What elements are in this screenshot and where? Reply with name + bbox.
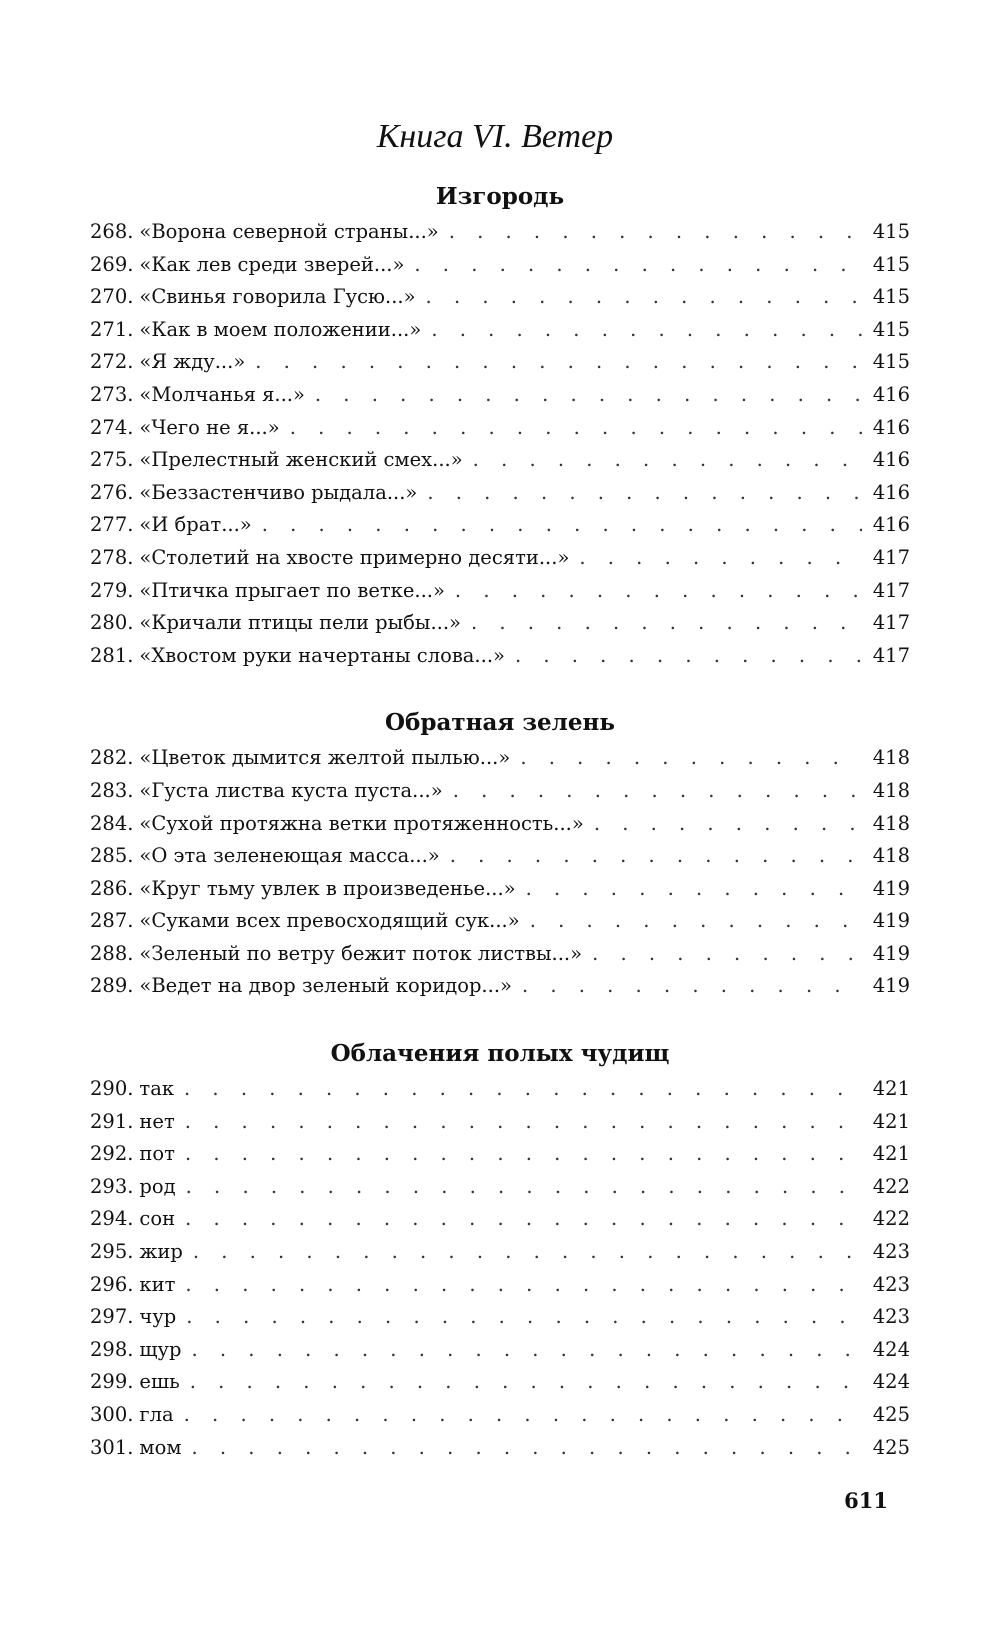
toc-entry[interactable] xyxy=(90,346,910,379)
entry-title: «Чего не я...» xyxy=(139,415,280,439)
entry-title: «Суками всех превосходящий сук...» xyxy=(139,909,520,933)
entry-page: 421 xyxy=(872,1109,910,1133)
entry-number: 278. xyxy=(90,545,134,569)
toc-entry[interactable] xyxy=(90,379,910,412)
entry-page: 416 xyxy=(872,513,910,537)
entry-number: 277. xyxy=(90,513,134,537)
toc-entry[interactable] xyxy=(90,477,910,510)
entry-title: чур xyxy=(139,1305,177,1329)
entry-page: 417 xyxy=(872,643,910,667)
entry-number: 293. xyxy=(90,1174,134,1198)
entry-number: 300. xyxy=(90,1403,134,1426)
entry-page: 424 xyxy=(872,1337,910,1361)
dot-leader xyxy=(471,607,862,640)
entry-title: «Густа листва куста пуста...» xyxy=(139,778,443,802)
entry-page: 418 xyxy=(872,778,910,802)
toc-entry[interactable] xyxy=(90,1334,910,1367)
entry-page: 422 xyxy=(872,1207,910,1231)
toc-entry[interactable] xyxy=(90,640,910,673)
toc-entry[interactable] xyxy=(90,1301,910,1334)
dot-leader xyxy=(592,938,862,971)
entry-number: 269. xyxy=(90,252,134,276)
entry-page: 421 xyxy=(872,1142,910,1166)
dot-leader xyxy=(190,1366,862,1399)
dot-leader xyxy=(515,640,862,673)
toc-entry[interactable] xyxy=(90,249,910,282)
dot-leader xyxy=(426,281,862,314)
dot-leader xyxy=(192,1334,862,1367)
entry-title: мом xyxy=(139,1435,182,1459)
entry-title: «Зеленый по ветру бежит поток листвы...» xyxy=(139,941,583,965)
entry-number: 299. xyxy=(90,1370,134,1394)
entry-title: «Ворона северной страны...» xyxy=(139,220,439,243)
entry-page: 421 xyxy=(872,1077,910,1101)
entry-number: 272. xyxy=(90,350,134,374)
entry-page: 418 xyxy=(872,811,910,835)
toc-entry[interactable] xyxy=(90,444,910,477)
entry-number: 276. xyxy=(90,480,134,504)
dot-leader xyxy=(184,1073,862,1106)
toc-entry[interactable] xyxy=(90,775,910,808)
entry-title: гла xyxy=(139,1403,174,1426)
entry-number: 279. xyxy=(90,578,134,602)
dot-leader xyxy=(530,905,862,938)
toc-entry[interactable] xyxy=(90,281,910,314)
dot-leader xyxy=(427,477,862,510)
toc-section xyxy=(90,1035,910,1464)
toc-entry[interactable] xyxy=(90,509,910,542)
entry-title: кит xyxy=(139,1272,176,1296)
entry-page: 415 xyxy=(872,317,910,341)
entry-page: 418 xyxy=(872,746,910,770)
dot-leader xyxy=(185,1269,862,1302)
entry-page: 419 xyxy=(872,941,910,965)
toc-entry[interactable] xyxy=(90,575,910,608)
entry-title: «Хвостом руки начертаны слова...» xyxy=(139,643,505,667)
toc-entry[interactable] xyxy=(90,1171,910,1204)
entry-title: род xyxy=(139,1174,176,1198)
section-title: Обратная зелень xyxy=(385,709,615,737)
entry-number: 286. xyxy=(90,876,134,900)
entry-title: «Молчанья я...» xyxy=(139,382,305,406)
toc-section xyxy=(90,178,910,672)
toc-entry[interactable] xyxy=(90,1366,910,1399)
toc-entry[interactable] xyxy=(90,1399,910,1432)
dot-leader xyxy=(315,379,862,412)
entry-number: 292. xyxy=(90,1142,134,1166)
entry-title: так xyxy=(139,1077,175,1101)
toc-entry[interactable] xyxy=(90,905,910,938)
entry-title: «Я жду...» xyxy=(139,350,246,374)
entry-number: 274. xyxy=(90,415,134,439)
entry-page: 423 xyxy=(872,1272,910,1296)
entry-page: 417 xyxy=(872,545,910,569)
entry-number: 270. xyxy=(90,285,134,309)
entry-number: 285. xyxy=(90,844,134,868)
entry-page: 417 xyxy=(872,578,910,602)
entry-page: 425 xyxy=(872,1403,910,1426)
toc-entry[interactable] xyxy=(90,542,910,575)
entry-number: 284. xyxy=(90,811,134,835)
book-title: Книга VI. Ветер xyxy=(376,118,614,155)
toc-entry[interactable] xyxy=(90,1203,910,1236)
table-of-contents xyxy=(90,178,910,1496)
entry-page: 415 xyxy=(872,285,910,309)
dot-leader xyxy=(453,775,862,808)
entry-number: 273. xyxy=(90,382,134,406)
dot-leader xyxy=(594,808,862,841)
entry-title: «Сухой протяжна ветки протяженность...» xyxy=(139,811,584,835)
entry-page: 423 xyxy=(872,1240,910,1264)
entry-page: 425 xyxy=(872,1435,910,1459)
dot-leader xyxy=(579,542,862,575)
toc-entry[interactable] xyxy=(90,412,910,445)
toc-entry[interactable] xyxy=(90,1106,910,1139)
entry-page: 415 xyxy=(872,220,910,243)
entry-title: «Птичка прыгает по ветке...» xyxy=(139,578,445,602)
section-title: Облачения полых чудищ xyxy=(330,1040,670,1068)
toc-entry[interactable] xyxy=(90,216,910,249)
entry-number: 296. xyxy=(90,1272,134,1296)
dot-leader xyxy=(255,346,862,379)
dot-leader xyxy=(473,444,862,477)
entry-title: «Как в моем положении...» xyxy=(139,317,422,341)
entry-title: «Свинья говорила Гусю...» xyxy=(139,285,416,309)
dot-leader xyxy=(186,1171,862,1204)
entry-page: 416 xyxy=(872,382,910,406)
entry-number: 281. xyxy=(90,643,134,667)
entry-number: 280. xyxy=(90,611,134,635)
entry-number: 268. xyxy=(90,220,134,243)
entry-page: 422 xyxy=(872,1174,910,1198)
entry-page: 419 xyxy=(872,974,910,998)
entry-title: нет xyxy=(139,1109,175,1133)
entry-number: 298. xyxy=(90,1337,134,1361)
entry-title: «Столетий на хвосте примерно десяти...» xyxy=(139,545,570,569)
entry-title: «Цветок дымится желтой пылью...» xyxy=(139,746,511,770)
entry-number: 287. xyxy=(90,909,134,933)
toc-entry[interactable] xyxy=(90,314,910,347)
entry-page: 416 xyxy=(872,448,910,472)
toc-entry[interactable] xyxy=(90,742,910,775)
entry-page: 419 xyxy=(872,876,910,900)
toc-entry[interactable] xyxy=(90,607,910,640)
dot-leader xyxy=(526,873,862,906)
entry-page: 419 xyxy=(872,909,910,933)
entry-page: 416 xyxy=(872,415,910,439)
dot-leader xyxy=(184,1399,862,1432)
dot-leader xyxy=(431,314,862,347)
toc-section xyxy=(90,704,910,1003)
entry-page: 423 xyxy=(872,1305,910,1329)
entry-number: 288. xyxy=(90,941,134,965)
entry-number: 282. xyxy=(90,746,134,770)
dot-leader xyxy=(185,1106,862,1139)
entry-title: «Кричали птицы пели рыбы...» xyxy=(139,611,461,635)
entry-title: щур xyxy=(139,1337,182,1361)
toc-entry[interactable] xyxy=(90,938,910,971)
toc-entry[interactable] xyxy=(90,1432,910,1465)
entry-number: 283. xyxy=(90,778,134,802)
dot-leader xyxy=(193,1236,862,1269)
entry-title: «О эта зеленеющая масса...» xyxy=(139,844,440,868)
toc-entry[interactable] xyxy=(90,1236,910,1269)
dot-leader xyxy=(449,216,862,249)
dot-leader xyxy=(185,1203,862,1236)
dot-leader xyxy=(185,1138,862,1171)
page-number: 611 xyxy=(844,1488,888,1513)
dot-leader xyxy=(455,575,862,608)
dot-leader xyxy=(290,412,862,445)
toc-entry[interactable] xyxy=(90,1073,910,1106)
dot-leader xyxy=(450,840,862,873)
entry-title: «Прелестный женский смех...» xyxy=(139,448,463,472)
entry-page: 415 xyxy=(872,350,910,374)
entry-title: «Как лев среди зверей...» xyxy=(139,252,405,276)
entry-title: жир xyxy=(139,1240,183,1264)
entry-number: 297. xyxy=(90,1305,134,1329)
entry-number: 291. xyxy=(90,1109,134,1133)
entry-title: ешь xyxy=(139,1370,180,1394)
entry-title: пот xyxy=(139,1142,175,1166)
entry-page: 424 xyxy=(872,1370,910,1394)
entry-number: 301. xyxy=(90,1435,134,1459)
toc-entry[interactable] xyxy=(90,840,910,873)
entry-title: «Круг тьму увлек в произведенье...» xyxy=(139,876,516,900)
section-title: Изгородь xyxy=(435,183,565,210)
toc-entry[interactable] xyxy=(90,873,910,906)
entry-title: «Ведет на двор зеленый коридор...» xyxy=(139,974,512,998)
entry-page: 416 xyxy=(872,480,910,504)
toc-entry[interactable] xyxy=(90,1269,910,1302)
entry-title: «И брат...» xyxy=(139,513,252,537)
entry-page: 417 xyxy=(872,611,910,635)
entry-number: 271. xyxy=(90,317,134,341)
toc-entry[interactable] xyxy=(90,970,910,1003)
entry-number: 294. xyxy=(90,1207,134,1231)
dot-leader xyxy=(192,1432,863,1465)
entry-number: 290. xyxy=(90,1077,134,1101)
dot-leader xyxy=(262,509,862,542)
entry-number: 275. xyxy=(90,448,134,472)
dot-leader xyxy=(522,970,862,1003)
entry-page: 415 xyxy=(872,252,910,276)
entry-number: 295. xyxy=(90,1240,134,1264)
entry-title: «Беззастенчиво рыдала...» xyxy=(139,480,418,504)
dot-leader xyxy=(414,249,862,282)
dot-leader xyxy=(186,1301,862,1334)
entry-page: 418 xyxy=(872,844,910,868)
dot-leader xyxy=(520,742,862,775)
entry-number: 289. xyxy=(90,974,134,998)
toc-entry[interactable] xyxy=(90,1138,910,1171)
toc-entry[interactable] xyxy=(90,808,910,841)
entry-title: сон xyxy=(139,1207,176,1231)
